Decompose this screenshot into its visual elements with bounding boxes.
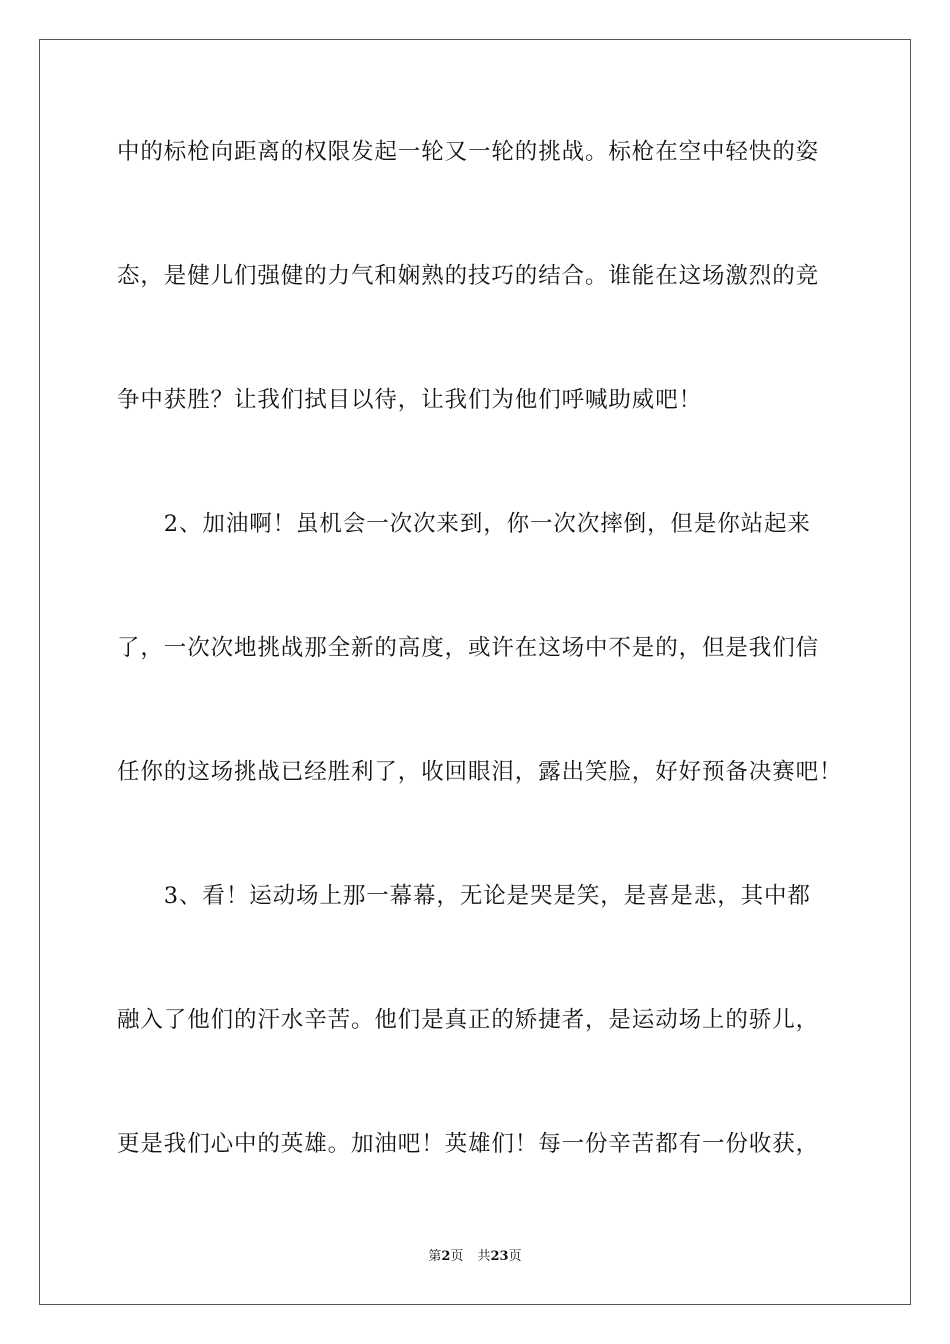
footer-total-prefix: 共	[477, 1249, 491, 1264]
footer-total-suffix: 页	[508, 1249, 522, 1264]
body-text-line-4: 2、加油啊！虽机会一次次来到，你一次次摔倒，但是你站起来	[117, 511, 811, 537]
body-text-line-5: 了，一次次地挑战那全新的高度，或许在这场中不是的，但是我们信	[117, 635, 820, 661]
page-footer	[0, 1248, 950, 1266]
footer-page-suffix: 页	[450, 1249, 464, 1264]
body-text-line-6: 任你的这场挑战已经胜利了，收回眼泪，露出笑脸，好好预备决赛吧！	[117, 759, 843, 785]
body-text-line-8: 融入了他们的汗水辛苦。他们是真正的矫捷者，是运动场上的骄儿，	[117, 1007, 820, 1033]
footer-page-prefix: 第	[428, 1249, 442, 1264]
footer-total-pages: 23	[490, 1249, 509, 1264]
body-text-line-3: 争中获胜？让我们拭目以待，让我们为他们呼喊助威吧！	[117, 387, 703, 413]
body-text-line-7: 3、看！运动场上那一幕幕，无论是哭是笑，是喜是悲，其中都	[117, 883, 811, 909]
body-text-line-1: 中的标枪向距离的权限发起一轮又一轮的挑战。标枪在空中轻快的姿	[117, 139, 820, 165]
page-frame	[39, 39, 911, 1305]
footer-page-number: 2	[441, 1249, 451, 1264]
body-text-line-2: 态，是健儿们强健的力气和娴熟的技巧的结合。谁能在这场激烈的竞	[117, 263, 820, 289]
body-text-line-9: 更是我们心中的英雄。加油吧！英雄们！每一份辛苦都有一份收获，	[117, 1131, 820, 1157]
